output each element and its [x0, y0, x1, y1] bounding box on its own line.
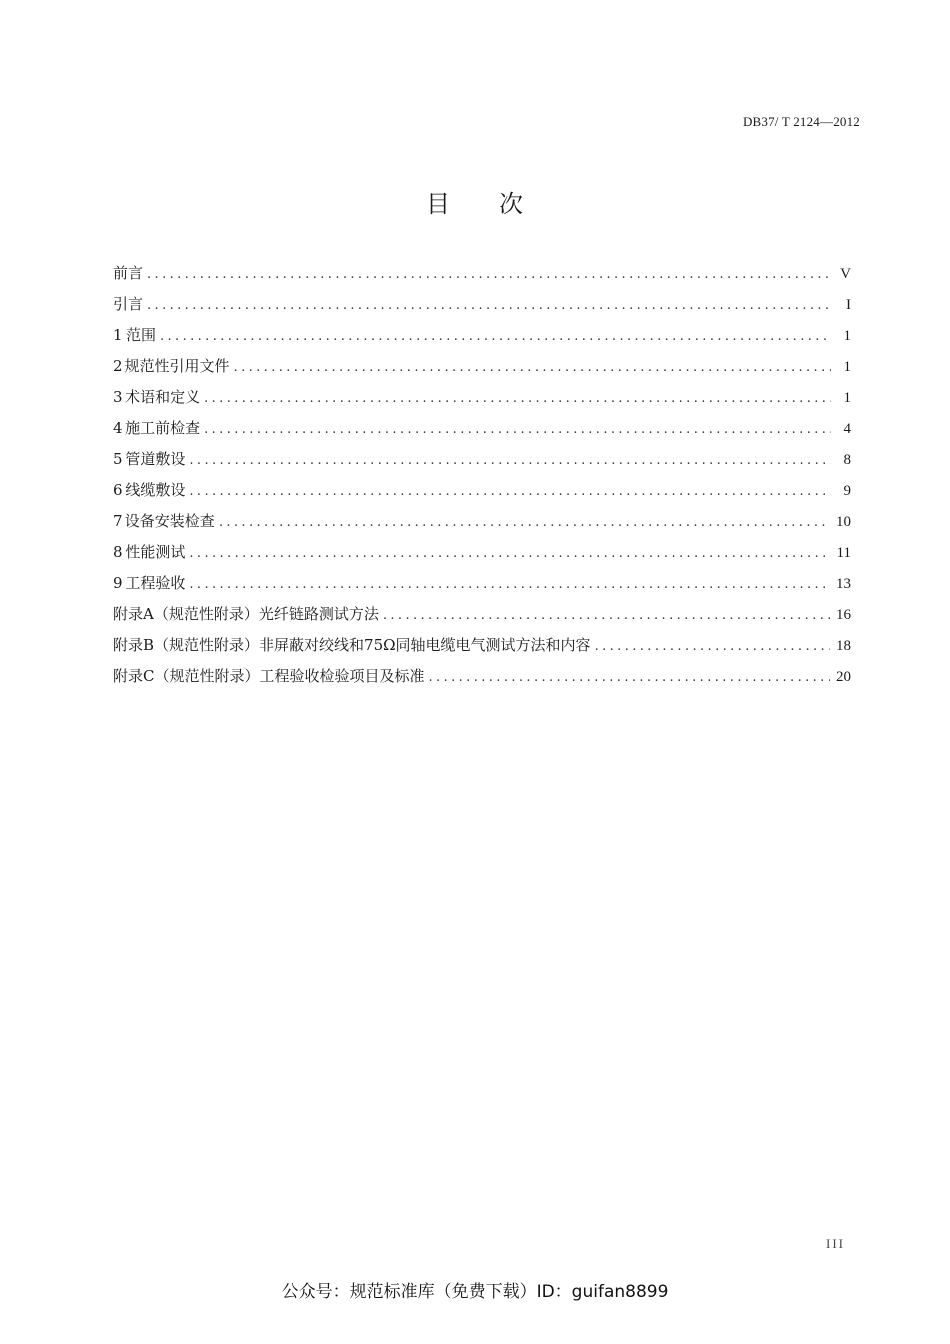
toc-entry-number: 7	[113, 512, 123, 530]
toc-entry-label: 非屏蔽对绞线和75Ω同轴电缆电气测试方法和内容	[259, 636, 591, 654]
toc-leader-dots	[189, 577, 830, 592]
toc-entry-page: 1	[843, 390, 851, 406]
toc-appendix-prefix: 附录C（规范性附录）	[113, 667, 260, 685]
toc-entry-label: 规范性引用文件	[124, 357, 230, 375]
toc-entry-6[interactable]	[113, 479, 851, 510]
toc-leader-dots	[189, 546, 830, 561]
toc-entry-8[interactable]	[113, 541, 851, 572]
toc-entry-2[interactable]	[113, 355, 851, 386]
toc-entry-9[interactable]	[113, 572, 851, 603]
toc-entry-page: 11	[836, 545, 851, 561]
toc-entry-label: 管道敷设	[125, 450, 186, 468]
toc-appendix-prefix: 附录B（规范性附录）	[113, 636, 260, 654]
toc-entry-number: 2	[113, 357, 123, 375]
toc-entry-page: 10	[836, 514, 851, 530]
toc-leader-dots	[429, 670, 831, 685]
toc-entry-label: 工程验收	[125, 574, 186, 592]
toc-leader-dots	[219, 515, 830, 530]
page-number: III	[826, 1236, 845, 1251]
footer-watermark-text: 公众号：规范标准库（免费下载）ID：guifan8899	[281, 1282, 669, 1302]
toc-entry-3[interactable]	[113, 386, 851, 417]
toc-entry-appendix-b[interactable]	[113, 634, 851, 665]
toc-entry-7[interactable]	[113, 510, 851, 541]
toc-entry-number: 5	[113, 450, 123, 468]
toc-leader-dots	[595, 639, 830, 654]
toc-entry-number: 3	[113, 388, 123, 406]
toc-entry-label: 光纤链路测试方法	[258, 605, 379, 623]
table-of-contents	[113, 262, 851, 696]
toc-entry-label: 前言	[113, 264, 144, 282]
page-title	[0, 184, 950, 219]
toc-entry-number: 1	[113, 326, 123, 344]
document-code: DB37/ T 2124—2012	[742, 114, 860, 129]
toc-leader-dots	[204, 422, 831, 437]
toc-leader-dots	[383, 608, 830, 623]
toc-entry-number: 4	[113, 419, 123, 437]
toc-entry-5[interactable]	[113, 448, 851, 479]
toc-entry-page: 16	[836, 607, 851, 623]
toc-entry-label: 施工前检查	[125, 419, 201, 437]
toc-entry-label: 工程验收检验项目及标准	[259, 667, 425, 685]
toc-entry-page: 1	[843, 359, 851, 375]
toc-leader-dots	[204, 391, 831, 406]
toc-leader-dots	[234, 360, 831, 375]
toc-entry-appendix-c[interactable]	[113, 665, 851, 696]
toc-leader-dots	[189, 484, 831, 499]
toc-leader-dots	[160, 329, 831, 344]
toc-appendix-prefix: 附录A（规范性附录）	[113, 605, 259, 623]
toc-entry-number: 6	[113, 481, 123, 499]
toc-entry-1[interactable]	[113, 324, 851, 355]
toc-entry-label: 设备安装检查	[124, 512, 215, 530]
toc-entry-number: 9	[113, 574, 123, 592]
toc-entry-label: 范围	[125, 326, 156, 344]
toc-entry-foreword[interactable]	[113, 262, 851, 293]
toc-entry-page: 13	[836, 576, 851, 592]
toc-leader-dots	[189, 453, 831, 468]
toc-entry-label: 性能测试	[125, 543, 186, 561]
toc-leader-dots	[147, 267, 831, 282]
toc-entry-4[interactable]	[113, 417, 851, 448]
toc-entry-introduction[interactable]	[113, 293, 851, 324]
toc-entry-page: V	[840, 266, 851, 282]
toc-entry-label: 引言	[113, 295, 144, 313]
toc-entry-page: 8	[843, 452, 851, 468]
toc-entry-page: 18	[836, 638, 851, 654]
toc-entry-appendix-a[interactable]	[113, 603, 851, 634]
toc-entry-page: 4	[843, 421, 851, 437]
toc-leader-dots	[147, 298, 831, 313]
toc-entry-label: 线缆敷设	[125, 481, 186, 499]
page-title-left: 目	[426, 190, 451, 218]
toc-entry-page: 20	[836, 669, 851, 685]
toc-entry-page: 9	[843, 483, 851, 499]
page-title-right: 次	[499, 190, 524, 218]
toc-entry-label: 术语和定义	[125, 388, 201, 406]
toc-entry-page: I	[846, 297, 851, 313]
toc-entry-number: 8	[113, 543, 123, 561]
toc-entry-page: 1	[843, 328, 851, 344]
